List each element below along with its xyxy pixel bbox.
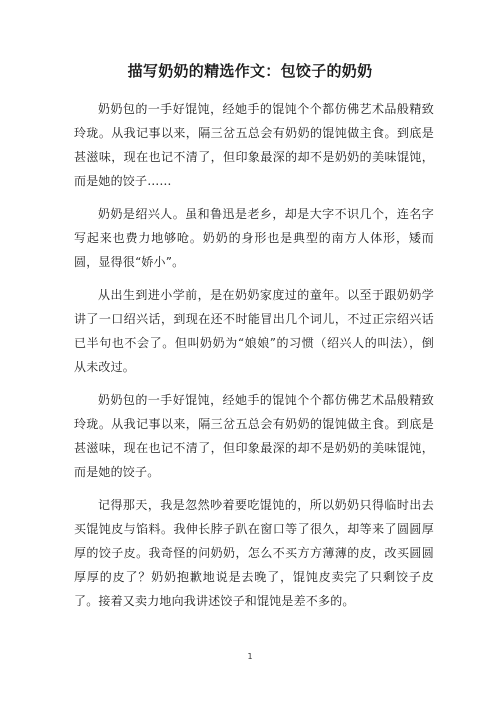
- paragraph-1: 奶奶包的一手好馄饨，经她手的馄饨个个都仿佛艺术品般精致玲珑。从我记事以来，隔三岔五总会有奶奶的馄饨做主食。到底是甚滋味，现在也记不清了，但印象最深的却不是奶奶的美味馄饨，而是她的饺子……: [74, 102, 434, 188]
- page-title: 描写奶奶的精选作文：包饺子的奶奶: [127, 62, 373, 80]
- paragraph-4: 奶奶包的一手好馄饨，经她手的馄饨个个都仿佛艺术品般精致玲珑。从我记事以来，隔三岔五总会有奶奶的馄饨做主食。到底是甚滋味，现在也记不清了，但印象最深的却不是奶奶的美味馄饨，而是她的饺子。: [74, 393, 434, 479]
- page-number: 1: [247, 652, 253, 661]
- article-body: [74, 97, 434, 622]
- paragraph-3: 从出生到进小学前，是在奶奶家度过的童年。以至于跟奶奶学讲了一口绍兴话，到现在还不时能冒出几个词儿，不过正宗绍兴话已半句也不会了。但叫奶奶为“娘娘”的习惯（绍兴人的叫法），倒从未改过。: [74, 288, 434, 374]
- paragraph-2: 奶奶是绍兴人。虽和鲁迅是老乡，却是大字不识几个，连名字写起来也费力地够呛。奶奶的身形也是典型的南方人体形，矮而圆，显得很“娇小”。: [74, 207, 434, 269]
- paragraph-5: 记得那天，我是忽然吵着要吃馄饨的，所以奶奶只得临时出去买馄饨皮与馅料。我伸长脖子趴在窗口等了很久，却等来了圆圆厚厚的饺子皮。我奇怪的问奶奶，怎么不买方方薄薄的皮，改买圆圆厚厚的皮了？奶奶抱歉地说是去晚了，馄饨皮卖完了只剩饺子皮了。接着又卖力地向我讲述饺子和馄饨是差不多的。: [74, 498, 434, 608]
